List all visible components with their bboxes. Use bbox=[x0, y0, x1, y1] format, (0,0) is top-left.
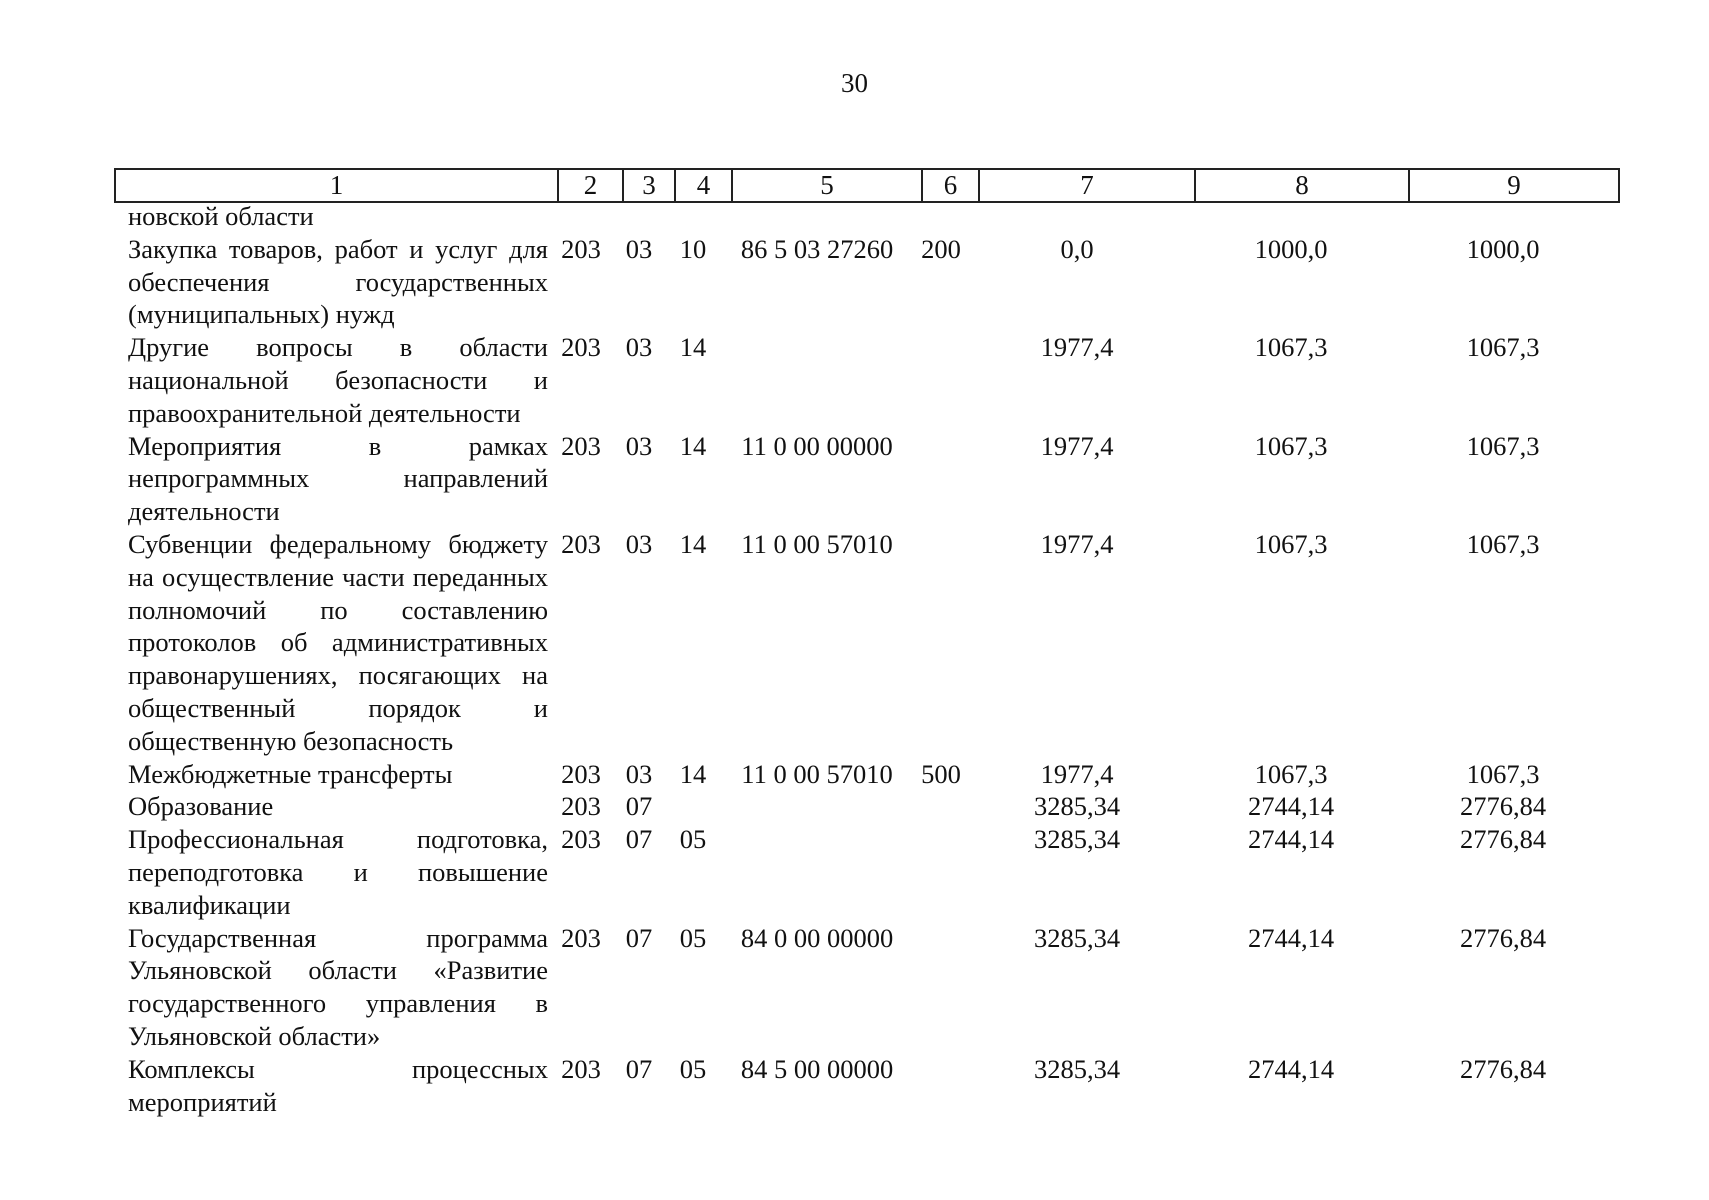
cell-col8: 2744,14 bbox=[1247, 922, 1335, 953]
cell-col9: 1067,3 bbox=[1466, 528, 1540, 559]
table-row bbox=[114, 430, 1614, 528]
column-header-3: 3 bbox=[623, 169, 675, 202]
cell-col5: 86 5 03 27260 bbox=[740, 233, 894, 264]
column-header-4: 4 bbox=[675, 169, 732, 202]
row-description: Субвенции федеральному бюджету на осуществление части переданных полномочий по составлению протоколов об административных правонарушениях, посягающих на общественный порядок и общественную безопасность bbox=[128, 528, 548, 756]
cell-col5: 84 5 00 00000 bbox=[740, 1053, 894, 1084]
budget-table-body bbox=[114, 200, 1614, 1118]
cell-col2: 203 bbox=[561, 1053, 601, 1084]
cell-col9: 2776,84 bbox=[1459, 824, 1547, 855]
table-row bbox=[114, 200, 1614, 233]
cell-col9: 2776,84 bbox=[1459, 791, 1547, 822]
cell-col8: 1067,3 bbox=[1254, 430, 1328, 461]
cell-col4: 14 bbox=[679, 528, 707, 559]
cell-col7: 3285,34 bbox=[1033, 824, 1121, 855]
table-row bbox=[114, 922, 1614, 1053]
column-header-5: 5 bbox=[732, 169, 922, 202]
cell-col7: 1977,4 bbox=[1040, 332, 1114, 363]
cell-col6: 200 bbox=[921, 233, 961, 264]
table-row bbox=[114, 331, 1614, 429]
cell-col9: 2776,84 bbox=[1459, 922, 1547, 953]
cell-col2: 203 bbox=[561, 332, 601, 363]
column-header-9: 9 bbox=[1409, 169, 1619, 202]
cell-col4: 05 bbox=[679, 922, 707, 953]
column-header-6: 6 bbox=[922, 169, 979, 202]
cell-col7: 3285,34 bbox=[1033, 791, 1121, 822]
cell-col7: 3285,34 bbox=[1033, 1053, 1121, 1084]
cell-col2: 203 bbox=[561, 430, 601, 461]
cell-col3: 03 bbox=[625, 233, 653, 264]
column-header-7: 7 bbox=[979, 169, 1195, 202]
cell-col8: 1067,3 bbox=[1254, 528, 1328, 559]
cell-col5: 11 0 00 57010 bbox=[741, 528, 893, 559]
cell-col9: 1067,3 bbox=[1466, 332, 1540, 363]
cell-col6: 500 bbox=[921, 758, 961, 789]
table-row bbox=[114, 528, 1614, 758]
cell-col8: 2744,14 bbox=[1247, 791, 1335, 822]
row-description: Профессиональная подготовка, переподготовка и повышение квалификации bbox=[128, 824, 548, 920]
column-header-1: 1 bbox=[115, 169, 558, 202]
table-row bbox=[114, 233, 1614, 331]
cell-col3: 03 bbox=[625, 528, 653, 559]
cell-col3: 03 bbox=[625, 430, 653, 461]
cell-col8: 1067,3 bbox=[1254, 332, 1328, 363]
cell-col4: 14 bbox=[679, 430, 707, 461]
cell-col3: 07 bbox=[625, 791, 653, 822]
row-description: новской области bbox=[128, 201, 314, 231]
cell-col7: 3285,34 bbox=[1033, 922, 1121, 953]
cell-col9: 1067,3 bbox=[1466, 758, 1540, 789]
row-description: Межбюджетные трансферты bbox=[128, 758, 453, 789]
page-number: 30 bbox=[841, 68, 868, 98]
cell-col3: 07 bbox=[625, 824, 653, 855]
cell-col8: 2744,14 bbox=[1247, 824, 1335, 855]
cell-col2: 203 bbox=[561, 758, 601, 789]
cell-col7: 1977,4 bbox=[1040, 528, 1114, 559]
cell-col4: 14 bbox=[679, 332, 707, 363]
cell-col4: 14 bbox=[679, 758, 707, 789]
cell-col7: 1977,4 bbox=[1040, 430, 1114, 461]
table-row bbox=[114, 790, 1614, 823]
cell-col3: 07 bbox=[625, 922, 653, 953]
cell-col2: 203 bbox=[561, 824, 601, 855]
cell-col9: 1000,0 bbox=[1466, 233, 1540, 264]
row-description: Закупка товаров, работ и услуг для обеспечения государственных (муниципальных) нужд bbox=[128, 233, 548, 330]
cell-col3: 03 bbox=[625, 332, 653, 363]
cell-col4: 05 bbox=[679, 1053, 707, 1084]
row-description: Государственная программа Ульяновской области «Развитие государственного управления в Ульяновской области» bbox=[128, 922, 548, 1051]
row-description: Мероприятия в рамках непрограммных направлений деятельности bbox=[128, 430, 548, 527]
cell-col2: 203 bbox=[561, 528, 601, 559]
table-row bbox=[114, 758, 1614, 791]
cell-col5: 84 0 00 00000 bbox=[740, 922, 894, 953]
cell-col3: 07 bbox=[625, 1053, 653, 1084]
cell-col5: 11 0 00 00000 bbox=[741, 430, 893, 461]
column-header-2: 2 bbox=[558, 169, 623, 202]
cell-col2: 203 bbox=[561, 233, 601, 264]
cell-col3: 03 bbox=[625, 758, 653, 789]
cell-col8: 1067,3 bbox=[1254, 758, 1328, 789]
column-header-row bbox=[114, 168, 1620, 203]
column-header-8: 8 bbox=[1195, 169, 1409, 202]
table-row bbox=[114, 1053, 1614, 1119]
table-row bbox=[114, 823, 1614, 921]
row-description: Другие вопросы в области национальной безопасности и правоохранительной деятельности bbox=[128, 332, 548, 428]
cell-col2: 203 bbox=[561, 791, 601, 822]
cell-col9: 1067,3 bbox=[1466, 430, 1540, 461]
row-description: Комплексы процессных мероприятий bbox=[128, 1053, 548, 1117]
cell-col7: 1977,4 bbox=[1040, 758, 1114, 789]
cell-col4: 10 bbox=[679, 233, 707, 264]
row-description: Образование bbox=[128, 791, 274, 822]
cell-col2: 203 bbox=[561, 922, 601, 953]
cell-col8: 1000,0 bbox=[1254, 233, 1328, 264]
cell-col8: 2744,14 bbox=[1247, 1053, 1335, 1084]
cell-col5: 11 0 00 57010 bbox=[741, 758, 893, 789]
cell-col9: 2776,84 bbox=[1459, 1053, 1547, 1084]
cell-col7: 0,0 bbox=[1060, 233, 1094, 264]
cell-col4: 05 bbox=[679, 824, 707, 855]
